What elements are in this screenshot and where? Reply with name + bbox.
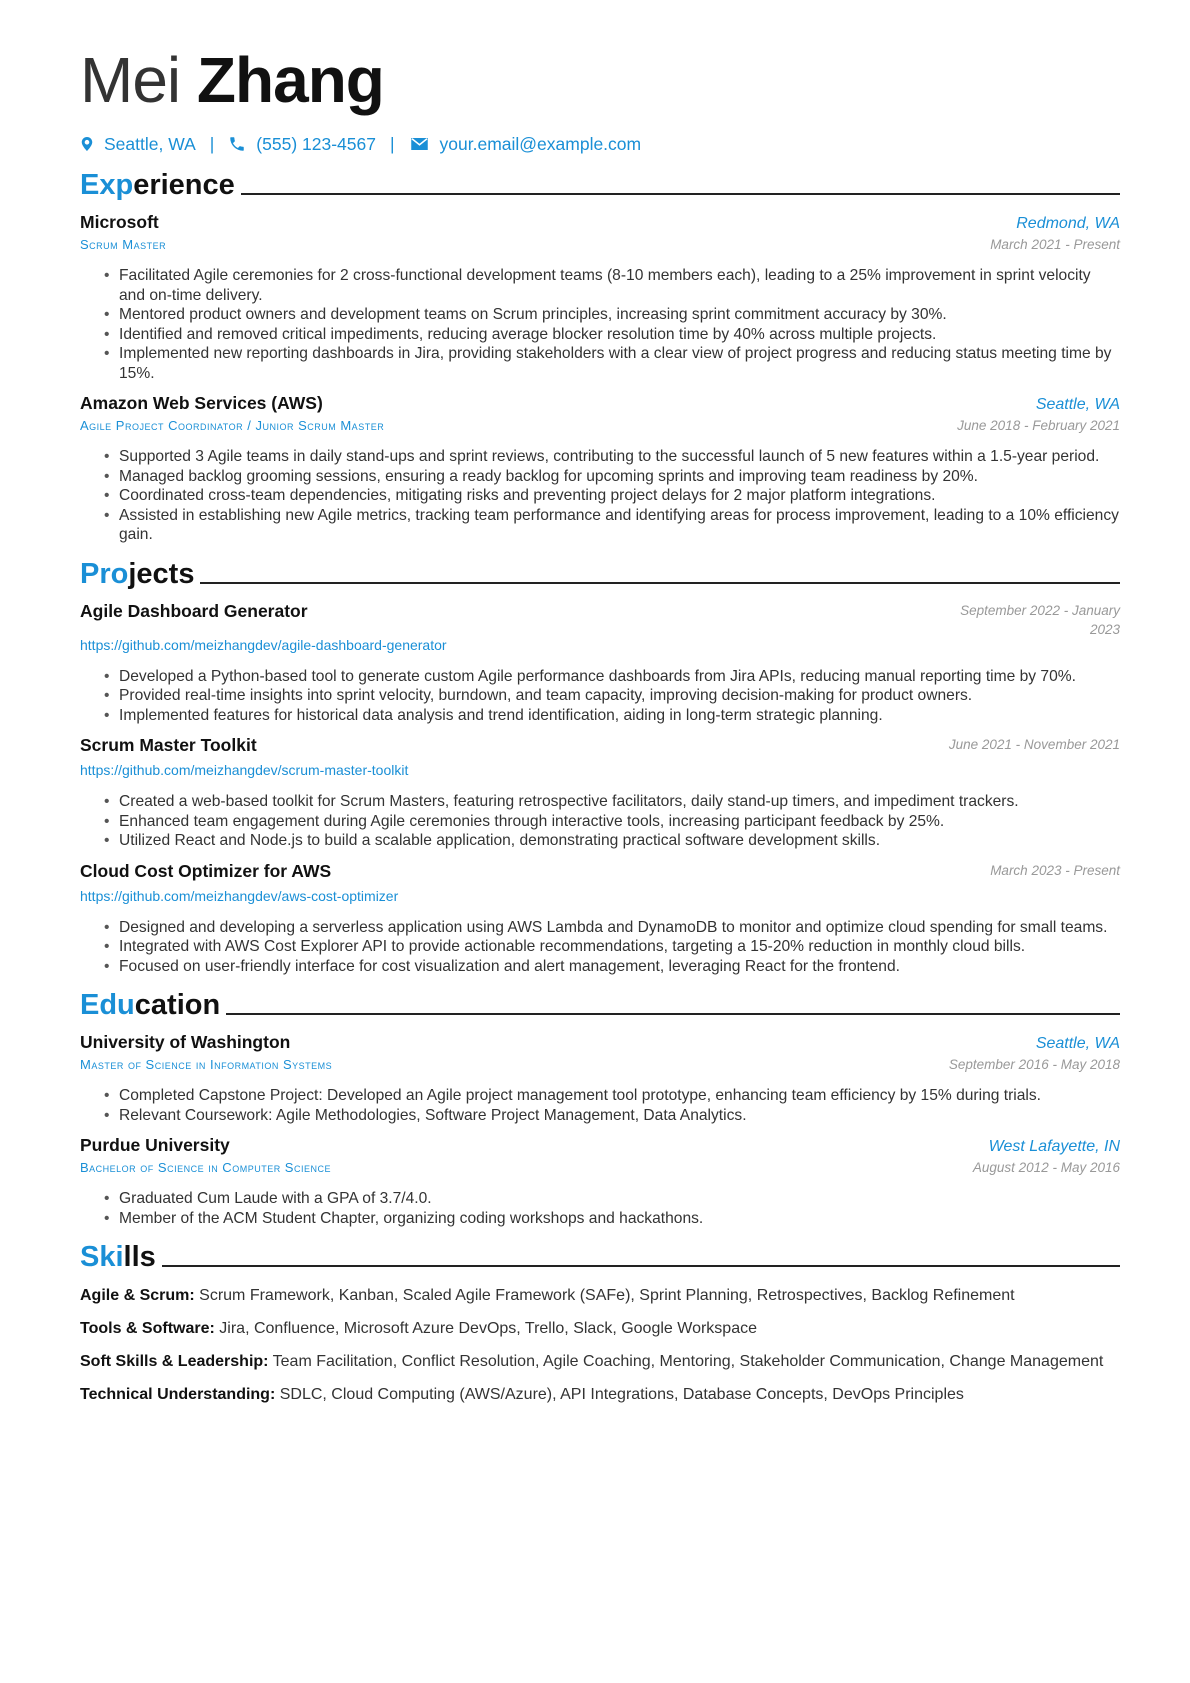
bullet-list xyxy=(119,918,1120,977)
section-title: Projects xyxy=(80,557,195,590)
bullet-item: • Provided real-time insights into sprint velocity, burndown, and team capacity, improving decision-making for product owners. xyxy=(119,686,1120,706)
experience-entry xyxy=(80,212,1120,383)
bullet-item: • Utilized React and Node.js to build a scalable application, demonstrating practical software development skills. xyxy=(119,831,1120,851)
bullet-item: • Managed backlog grooming sessions, ensuring a ready backlog for upcoming sprints and improving team readiness by 20%. xyxy=(119,467,1120,487)
skill-row xyxy=(80,1285,1120,1307)
project-dates: June 2021 - November 2021 xyxy=(948,737,1120,752)
bullet-item: • Developed a Python-based tool to generate custom Agile performance dashboards from Jira APIs, reducing manual reporting time by 70%. xyxy=(119,667,1120,687)
skill-value: Jira, Confluence, Microsoft Azure DevOps, Trello, Slack, Google Workspace xyxy=(219,1320,757,1337)
experience-entry xyxy=(80,393,1120,545)
bullet-item: • Facilitated Agile ceremonies for 2 cross-functional development teams (8-10 members each), leading to a 25% improvement in sprint velocity and on-time delivery. xyxy=(119,266,1120,305)
project-entry xyxy=(80,861,1120,977)
bullet-list xyxy=(119,266,1120,383)
section-rule xyxy=(162,1265,1120,1267)
skill-value: Scrum Framework, Kanban, Scaled Agile Framework (SAFe), Sprint Planning, Retrospectives, Backlog Refinement xyxy=(199,1287,1015,1304)
role-title: Bachelor of Science in Computer Science xyxy=(80,1160,331,1175)
section-title: Skills xyxy=(80,1241,156,1273)
contact-line xyxy=(80,132,1120,156)
section-title: Education xyxy=(80,989,221,1021)
bullet-item: • Member of the ACM Student Chapter, organizing coding workshops and hackathons. xyxy=(119,1209,1120,1229)
bullet-item: • Enhanced team engagement during Agile ceremonies through interactive tools, increasing participant feedback by 25%. xyxy=(119,812,1120,832)
skill-label: Technical Understanding: xyxy=(80,1386,276,1403)
entry-location: West Lafayette, IN xyxy=(988,1138,1120,1155)
resume xyxy=(80,40,1120,1406)
project-dates: March 2023 - Present xyxy=(990,862,1120,878)
project-name: Scrum Master Toolkit xyxy=(80,735,257,755)
organization: University of Washington xyxy=(80,1032,291,1052)
bullet-list xyxy=(119,447,1120,545)
section-education xyxy=(80,988,1120,1022)
section-projects xyxy=(80,557,1120,591)
skill-value: SDLC, Cloud Computing (AWS/Azure), API Integrations, Database Concepts, DevOps Principles xyxy=(279,1386,964,1403)
bullet-item: • Focused on user-friendly interface for cost visualization and alert management, leveraging React for the frontend. xyxy=(119,957,1120,977)
organization: Purdue University xyxy=(80,1135,230,1155)
project-name: Agile Dashboard Generator xyxy=(80,600,308,621)
project-link[interactable]: https://github.com/meizhangdev/scrum-master-toolkit xyxy=(80,762,409,778)
education-entry xyxy=(80,1032,1120,1125)
bullet-list xyxy=(119,1189,1120,1228)
bullet-list xyxy=(119,1086,1120,1125)
bullet-item: • Supported 3 Agile teams in daily stand-ups and sprint reviews, contributing to the successful launch of 5 new features within a 1.5-year period. xyxy=(119,447,1120,467)
skill-label: Soft Skills & Leadership: xyxy=(80,1353,269,1370)
bullet-item: • Integrated with AWS Cost Explorer API to provide actionable recommendations, targeting a 15-20% reduction in monthly cloud bills. xyxy=(119,937,1120,957)
skill-row xyxy=(80,1351,1120,1373)
section-title: Experience xyxy=(80,169,235,201)
organization: Microsoft xyxy=(80,212,159,232)
section-rule xyxy=(200,582,1120,584)
project-entry xyxy=(80,735,1120,851)
skill-label: Tools & Software: xyxy=(80,1320,215,1337)
section-skills xyxy=(80,1240,1120,1274)
project-link[interactable]: https://github.com/meizhangdev/agile-dashboard-generator xyxy=(80,636,447,653)
project-dates: September 2022 - January 2023 xyxy=(960,602,1120,637)
phone-link[interactable]: (555) 123-4567 xyxy=(256,133,376,154)
bullet-item: • Identified and removed critical impediments, reducing average blocker resolution time by 40% across multiple projects. xyxy=(119,325,1120,345)
project-entry xyxy=(80,601,1120,726)
entry-location: Seattle, WA xyxy=(1035,1035,1120,1052)
section-rule xyxy=(241,193,1120,195)
bullet-item: • Implemented features for historical data analysis and trend identification, aiding in long-term strategic planning. xyxy=(119,706,1120,726)
skill-value: Team Facilitation, Conflict Resolution, Agile Coaching, Mentoring, Stakeholder Communication, Change Management xyxy=(272,1353,1104,1370)
entry-location: Redmond, WA xyxy=(1016,215,1120,232)
entry-dates: March 2021 - Present xyxy=(990,237,1120,252)
bullet-item: • Mentored product owners and development teams on Scrum principles, increasing sprint commitment accuracy by 30%. xyxy=(119,305,1120,325)
bullet-item: • Created a web-based toolkit for Scrum Masters, featuring retrospective facilitators, daily stand-up timers, and impediment trackers. xyxy=(119,792,1120,812)
education-entry xyxy=(80,1135,1120,1228)
project-link[interactable]: https://github.com/meizhangdev/aws-cost-optimizer xyxy=(80,887,399,904)
bullet-list xyxy=(119,667,1120,726)
entry-dates: August 2012 - May 2016 xyxy=(972,1160,1120,1175)
skill-row xyxy=(80,1318,1120,1340)
separator: | xyxy=(389,133,395,154)
bullet-item: • Designed and developing a serverless application using AWS Lambda and DynamoDB to monitor and optimize cloud spending for small teams. xyxy=(119,918,1120,938)
envelope-icon xyxy=(409,135,430,153)
location-text: Seattle, WA xyxy=(104,133,196,154)
section-rule xyxy=(226,1013,1120,1015)
bullet-item: • Coordinated cross-team dependencies, mitigating risks and preventing project delays for 2 major platform integrations. xyxy=(119,486,1120,506)
separator: | xyxy=(209,133,215,154)
bullet-list xyxy=(119,792,1120,851)
role-title: Agile Project Coordinator / Junior Scrum Master xyxy=(80,418,385,433)
project-name: Cloud Cost Optimizer for AWS xyxy=(80,860,332,881)
organization: Amazon Web Services (AWS) xyxy=(80,393,323,413)
candidate-name: Mei Zhang xyxy=(80,44,384,116)
entry-dates: June 2018 - February 2021 xyxy=(957,418,1120,433)
bullet-item: • Completed Capstone Project: Developed an Agile project management tool prototype, enhancing team efficiency by 15% during trials. xyxy=(119,1086,1120,1106)
role-title: Scrum Master xyxy=(80,237,167,252)
entry-dates: September 2016 - May 2018 xyxy=(948,1057,1120,1072)
bullet-item: • Implemented new reporting dashboards in Jira, providing stakeholders with a clear view of project progress and reducing status meeting time by 15%. xyxy=(119,344,1120,383)
section-experience xyxy=(80,168,1120,202)
phone-icon xyxy=(228,135,246,153)
email-link[interactable]: your.email@example.com xyxy=(439,133,642,154)
entry-location: Seattle, WA xyxy=(1035,396,1120,413)
bullet-item: • Assisted in establishing new Agile metrics, tracking team performance and identifying areas for process improvement, leading to a 10% efficiency gain. xyxy=(119,506,1120,545)
skill-label: Agile & Scrum: xyxy=(80,1287,195,1304)
role-title: Master of Science in Information Systems xyxy=(80,1057,333,1072)
skill-row xyxy=(80,1384,1120,1406)
bullet-item: • Relevant Coursework: Agile Methodologies, Software Project Management, Data Analytics. xyxy=(119,1106,1120,1126)
bullet-item: • Graduated Cum Laude with a GPA of 3.7/4.0. xyxy=(119,1189,1120,1209)
map-pin-icon xyxy=(80,135,94,153)
